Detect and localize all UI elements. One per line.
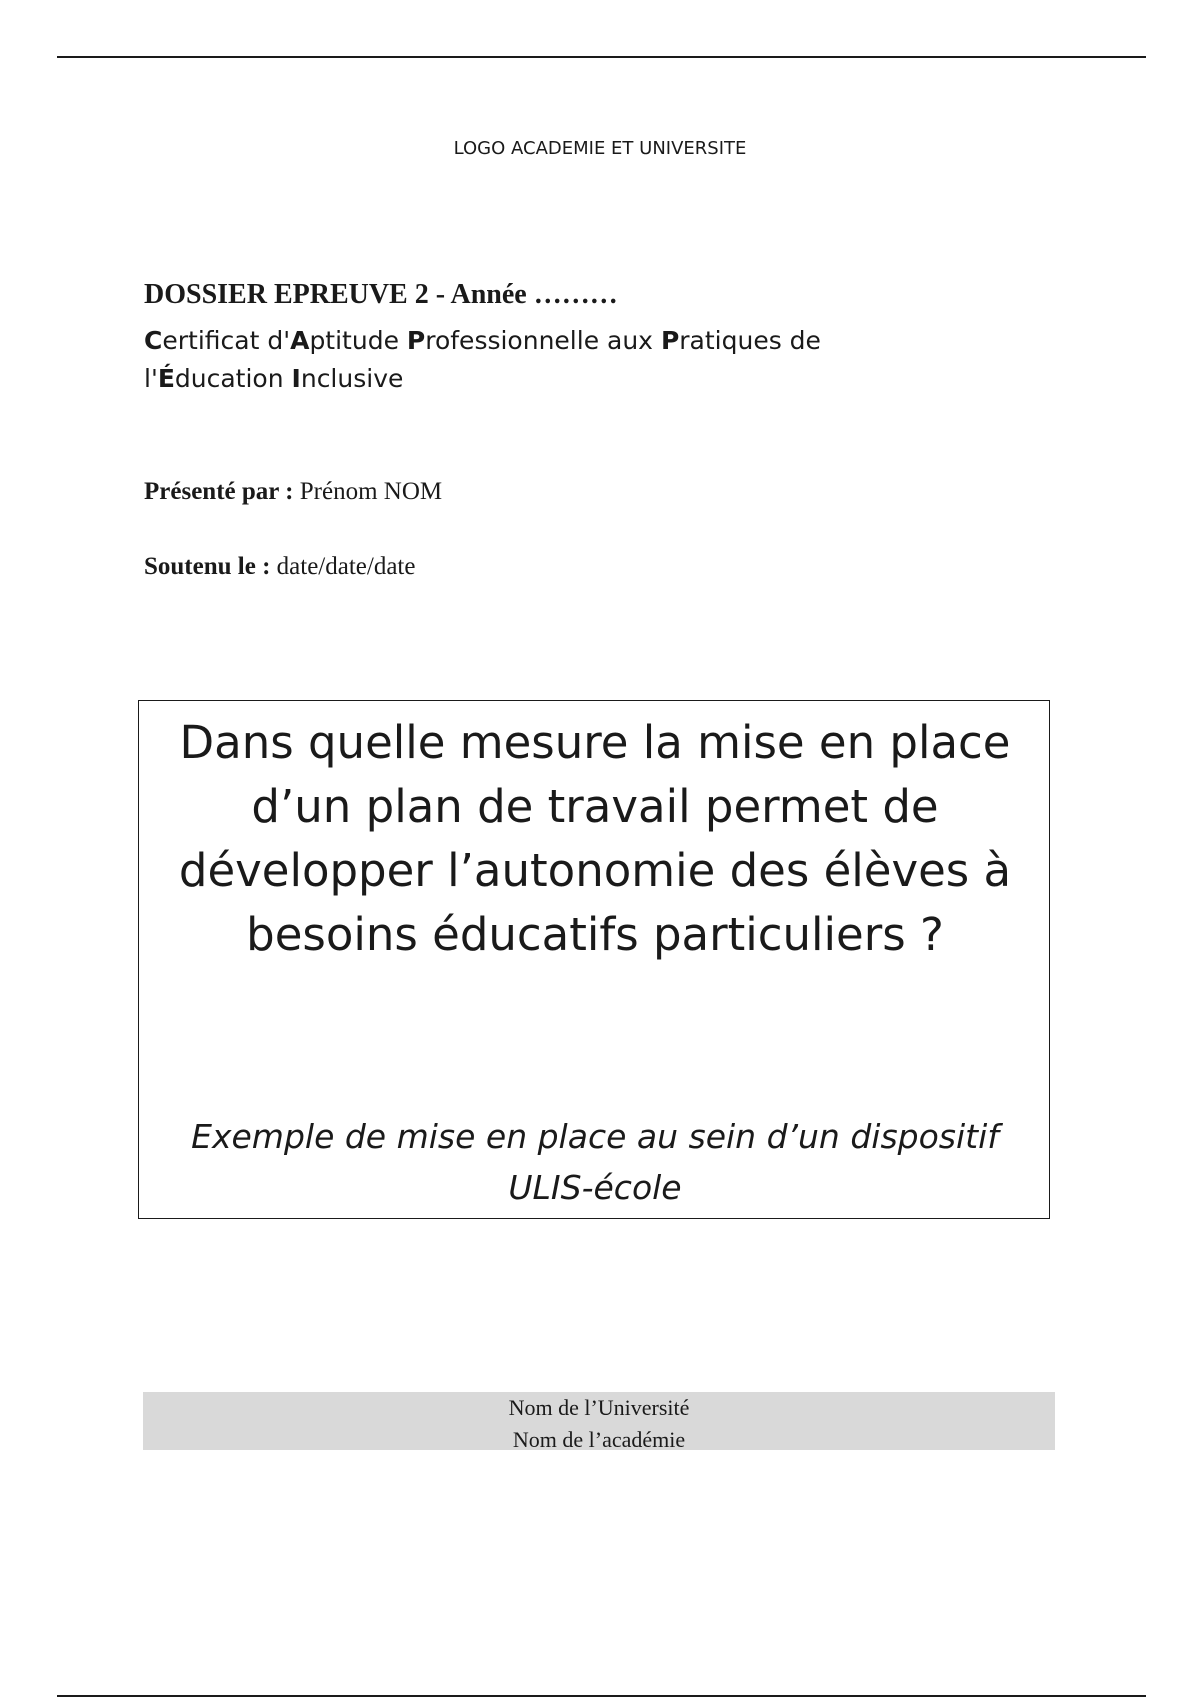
presenter-line — [144, 478, 442, 506]
cert-rest: ertificat d' — [162, 326, 291, 355]
cert-rest: rofessionnelle aux — [425, 326, 661, 355]
cert-rest: ratiques de l' — [144, 326, 821, 393]
certificate-title — [144, 322, 944, 398]
cert-initial: P — [660, 326, 680, 355]
academy-name: Nom de l’académie — [512, 1427, 686, 1452]
cert-rest: nclusive — [300, 364, 404, 393]
presenter-name: Prénom NOM — [299, 478, 443, 505]
cert-word-5 — [158, 364, 292, 393]
subject-box — [138, 700, 1050, 1219]
defense-date-label: Soutenu le : — [144, 553, 271, 580]
cert-word-6 — [292, 364, 404, 393]
defense-date-value: date/date/date — [276, 553, 416, 580]
bottom-rule — [57, 1695, 1146, 1697]
research-question: Dans quelle mesure la mise en place d’un plan de travail permet de développer l’autonomie des élèves à besoins éducatifs particuliers ? — [178, 716, 1012, 961]
cert-word-1 — [144, 326, 290, 355]
cert-initial: É — [157, 364, 175, 393]
logo-placeholder: LOGO ACADEMIE ET UNIVERSITE — [453, 138, 747, 159]
cert-initial: A — [290, 326, 310, 355]
subject-subtitle: Exemple de mise en place au sein d’un dispositif ULIS-école — [191, 1117, 999, 1207]
cert-initial: C — [144, 326, 163, 355]
cert-initial: I — [291, 364, 301, 393]
top-rule — [57, 56, 1146, 58]
defense-date-line — [144, 553, 415, 581]
dossier-heading: DOSSIER EPREUVE 2 - Année ……… — [144, 279, 618, 310]
presenter-label: Présenté par : — [144, 478, 294, 505]
cert-word-3 — [407, 326, 661, 355]
cert-initial: P — [406, 326, 426, 355]
institution-footer — [143, 1392, 1055, 1450]
university-name: Nom de l’Université — [508, 1395, 690, 1420]
cert-word-2 — [290, 326, 407, 355]
cert-rest: ptitude — [309, 326, 407, 355]
cert-rest: ducation — [174, 364, 292, 393]
